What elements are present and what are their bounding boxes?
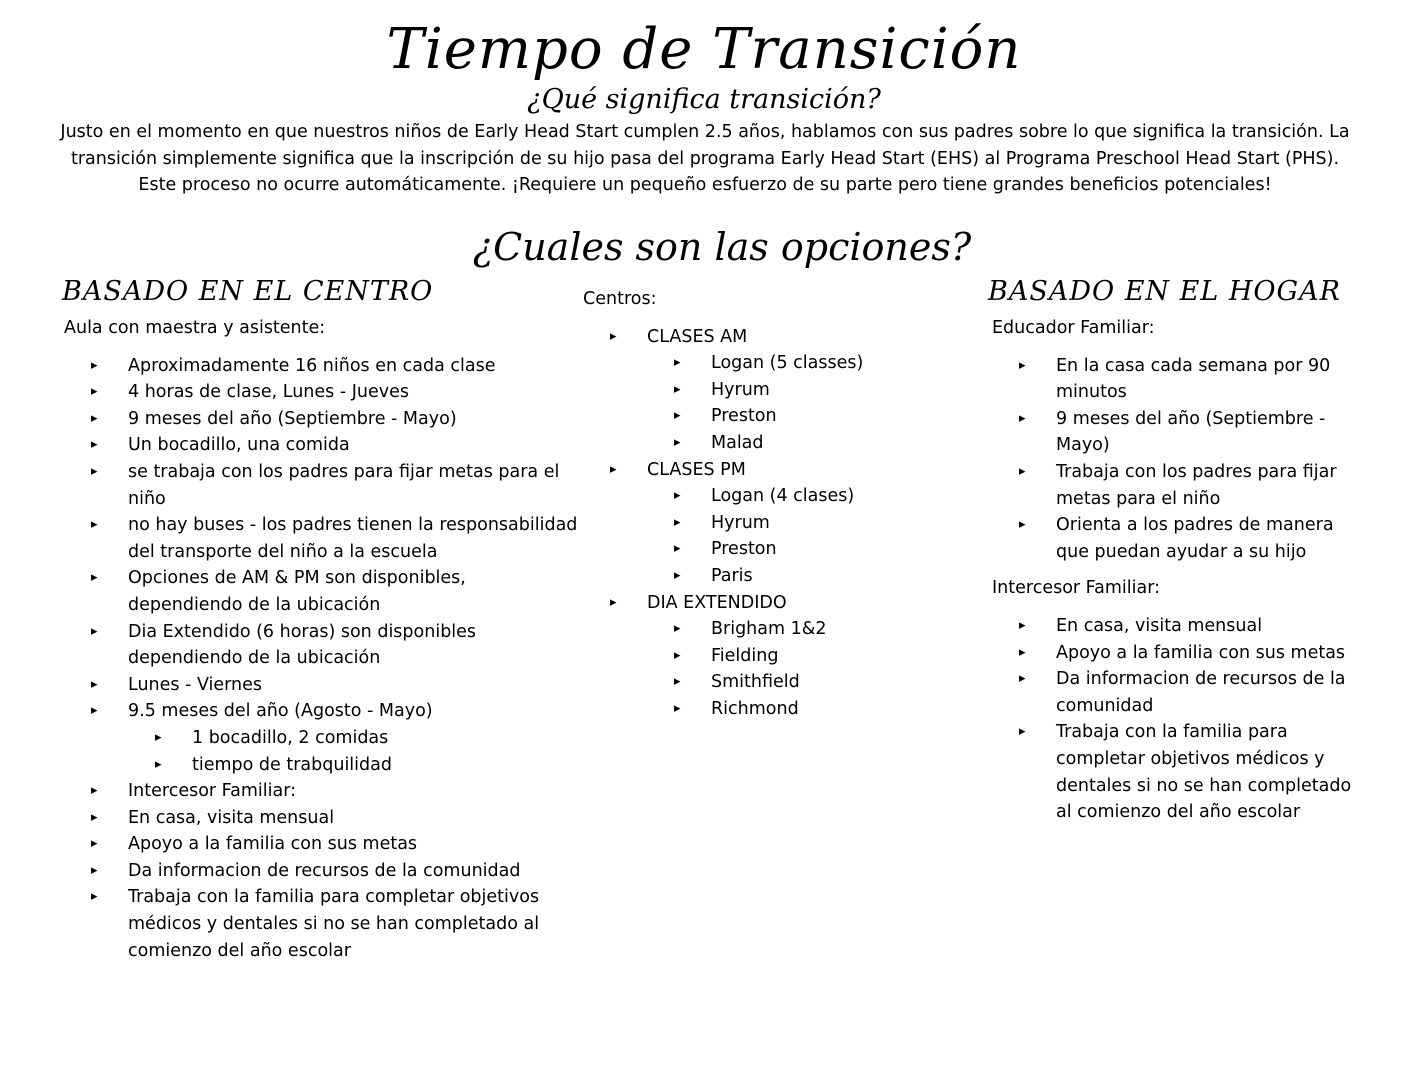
list-item: ▸ Trabaja con la familia para completar objetivos médicos y dentales si no se han completado al comienzo del año escolar [64,884,584,964]
educator-list [992,353,1362,566]
list-item: ▸ Un bocadillo, una comida [64,432,584,459]
list-subitem: ▸ 1 bocadillo, 2 comidas [64,725,584,752]
list-item: ▸ Lunes - Viernes [64,672,584,699]
list-item: ▸ Apoyo a la familia con sus metas [992,640,1362,667]
list-item: ▸ 4 horas de clase, Lunes - Jueves [64,379,584,406]
center-intro: Aula con maestra y asistente: [64,318,326,338]
list-item: ▸ 9.5 meses del año (Agosto - Mayo) [64,698,584,725]
list-item: ▸ Apoyo a la familia con sus metas [64,831,584,858]
list-subitem: ▸ Smithfield [583,669,943,696]
centers-list [583,324,943,723]
advocate-list [992,613,1362,826]
center-based-column [64,315,584,964]
home-based-heading: BASADO EN EL HOGAR [988,276,1341,307]
page-title: Tiempo de Transición [386,17,1022,82]
list-item: ▸ Dia Extendido (6 horas) son disponibles dependiendo de la ubicación [64,619,584,672]
home-based-column [992,315,1362,826]
list-item: ▸ 9 meses del año (Septiembre - Mayo) [992,406,1362,459]
list-subitem: ▸ Brigham 1&2 [583,616,943,643]
list-item: ▸ En casa, visita mensual [992,613,1362,640]
list-subitem: ▸ Hyrum [583,510,943,537]
list-item: ▸ Orienta a los padres de manera que puedan ayudar a su hijo [992,512,1362,565]
subtitle: ¿Qué significa transición? [527,84,881,115]
advocate-label: Intercesor Familiar: [992,578,1160,599]
list-subitem: ▸ Richmond [583,696,943,723]
intro-paragraph: Justo en el momento en que nuestros niños de Early Head Start cumplen 2.5 años, hablamos con sus padres sobre lo que significa la transición. La transición simplemente significa que la inscripción de su hijo pasa del programa Early Head Start (EHS) al Programa Preschool Head Start (PHS). Este proceso no ocurre automáticamente. ¡Requiere un pequeño esfuerzo de su parte pero tiene grandes beneficios potenciales! [60,122,1350,196]
list-item: ▸ En la casa cada semana por 90 minutos [992,353,1362,406]
list-item: ▸ Trabaja con los padres para fijar metas para el niño [992,459,1362,512]
list-item: ▸ Opciones de AM & PM son disponibles, dependiendo de la ubicación [64,565,584,618]
list-item: ▸ Aproximadamente 16 niños en cada clase [64,353,584,380]
center-based-heading: BASADO EN EL CENTRO [62,276,434,307]
list-subitem: ▸ Fielding [583,643,943,670]
list-subitem: ▸ Malad [583,430,943,457]
list-subitem: ▸ Logan (5 classes) [583,350,943,377]
extended-day-item: ▸ DIA EXTENDIDO [583,590,943,617]
list-item: ▸ se trabaja con los padres para fijar metas para el niño [64,459,584,512]
educator-label: Educador Familiar: [992,318,1155,338]
list-subitem: ▸ Preston [583,536,943,563]
centers-label: Centros: [583,289,657,309]
list-subitem: ▸ Paris [583,563,943,590]
list-subitem: ▸ Preston [583,403,943,430]
options-heading: ¿Cuales son las opciones? [472,225,972,269]
list-item: ▸ Trabaja con la familia para completar objetivos médicos y dentales si no se han completado al comienzo del año escolar [992,719,1362,825]
list-subitem: ▸ Logan (4 clases) [583,483,943,510]
list-subitem: ▸ Hyrum [583,377,943,404]
list-subitem: ▸ tiempo de trabquilidad [64,752,584,779]
list-item: ▸ 9 meses del año (Septiembre - Mayo) [64,406,584,433]
list-item: ▸ Intercesor Familiar: [64,778,584,805]
centers-column [583,286,943,723]
list-item: ▸ no hay buses - los padres tienen la responsabilidad del transporte del niño a la escuela [64,512,584,565]
list-item: ▸ En casa, visita mensual [64,805,584,832]
pm-classes-item: ▸ CLASES PM [583,457,943,484]
center-list [64,353,584,965]
list-item: ▸ Da informacion de recursos de la comunidad [992,666,1362,719]
list-item: ▸ Da informacion de recursos de la comunidad [64,858,584,885]
am-classes-item: ▸ CLASES AM [583,324,943,351]
